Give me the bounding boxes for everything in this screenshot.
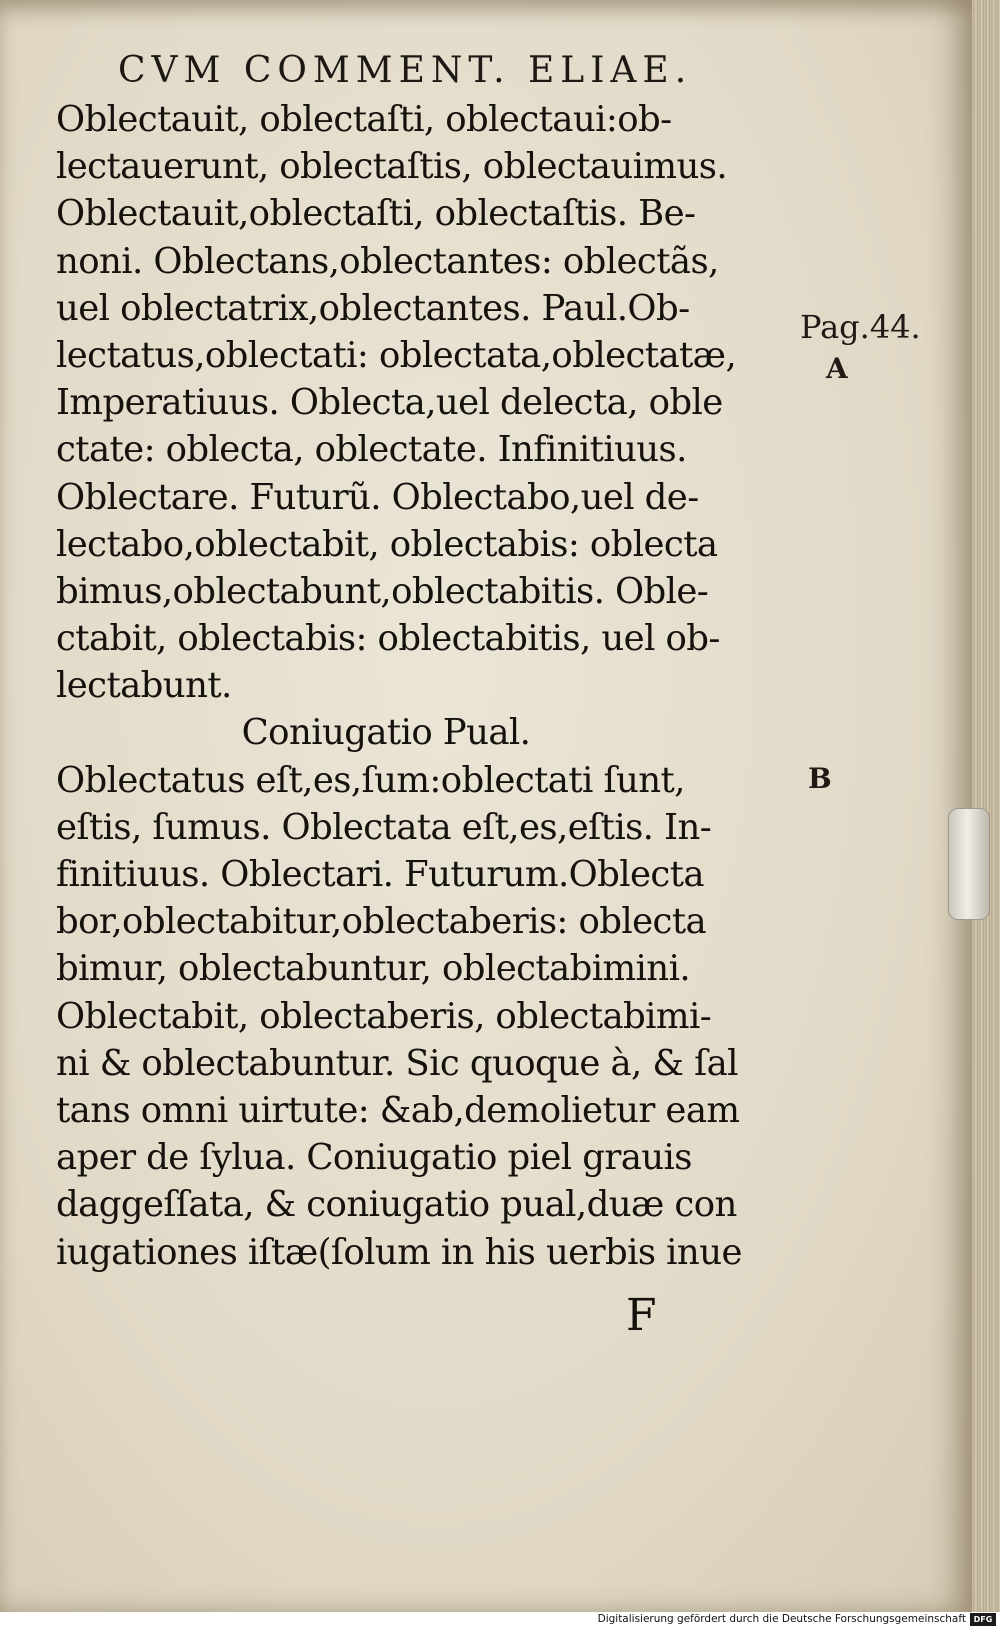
signature-mark: F: [626, 1290, 657, 1341]
book-page-edges: [972, 0, 1000, 1612]
text-line: Oblectauit, oblectaſti, oblectaui:ob-: [56, 99, 672, 140]
page-text-block: [56, 96, 776, 1276]
margin-letter-b: B: [808, 762, 832, 795]
text-line: ni & oblectabuntur. Sic quoque à, & ſal: [56, 1042, 738, 1084]
section-title: Coniugatio Pual.: [241, 712, 531, 754]
text-line: iugationes iſtæ(ſolum in his uerbis inue: [56, 1231, 742, 1273]
text-line: noni. Oblectans,oblectantes: oblectãs,: [56, 240, 719, 282]
running-header: CVM COMMENT. ELIAE.: [118, 50, 693, 91]
text-line: bimur, oblectabuntur, oblectabimini.: [56, 948, 691, 990]
text-line: Oblectabit, oblectaberis, oblectabimi-: [56, 995, 712, 1037]
text-line: Oblectare. Futurũ. Oblectabo,uel de-: [56, 476, 699, 518]
dfg-logo-icon: DFG: [970, 1613, 996, 1626]
text-line: finitiuus. Oblectari. Futurum.Oblecta: [56, 854, 704, 895]
text-line: bimus,oblectabunt,oblectabitis. Oble-: [56, 570, 709, 612]
text-line: lectabunt.: [56, 665, 232, 707]
text-line: lectatus,oblectati: oblectata,oblectatæ,: [56, 334, 737, 376]
text-line: bor,oblectabitur,oblectaberis: oblecta: [56, 901, 707, 943]
text-line: eſtis, ſumus. Oblectata eſt,es,eſtis. In-: [56, 806, 712, 848]
text-line: daggeſſata, & coniugatio pual,duæ con: [56, 1184, 737, 1226]
margin-letter-a: A: [826, 352, 848, 385]
text-line: Oblectatus eſt,es,ſum:oblectati ſunt,: [56, 759, 685, 801]
margin-page-reference: Pag.44.: [800, 308, 921, 346]
text-line: tans omni uirtute: &ab,demolietur eam: [56, 1089, 740, 1131]
footer-credit: Digitalisierung gefördert durch die Deutsche Forschungsgemeinschaft: [597, 1613, 966, 1625]
page-clip: [948, 808, 990, 920]
text-line: ctate: oblecta, oblectate. Infinitiuus.: [56, 429, 687, 471]
text-line: Oblectauit,oblectaſti, oblectaſtis. Be-: [56, 193, 696, 235]
text-line: lectabo,oblectabit, oblectabis: oblecta: [56, 523, 718, 565]
text-line: aper de ſylua. Coniugatio piel grauis: [56, 1137, 692, 1179]
text-line: uel oblectatrix,oblectantes. Paul.Ob-: [56, 287, 690, 329]
text-line: lectauerunt, oblectaſtis, oblectauimus.: [56, 146, 728, 188]
text-line: ctabit, oblectabis: oblectabitis, uel ob-: [56, 618, 720, 660]
footer-bar: [0, 1612, 1000, 1628]
text-line: Imperatiuus. Oblecta,uel delecta, oble: [56, 382, 723, 424]
